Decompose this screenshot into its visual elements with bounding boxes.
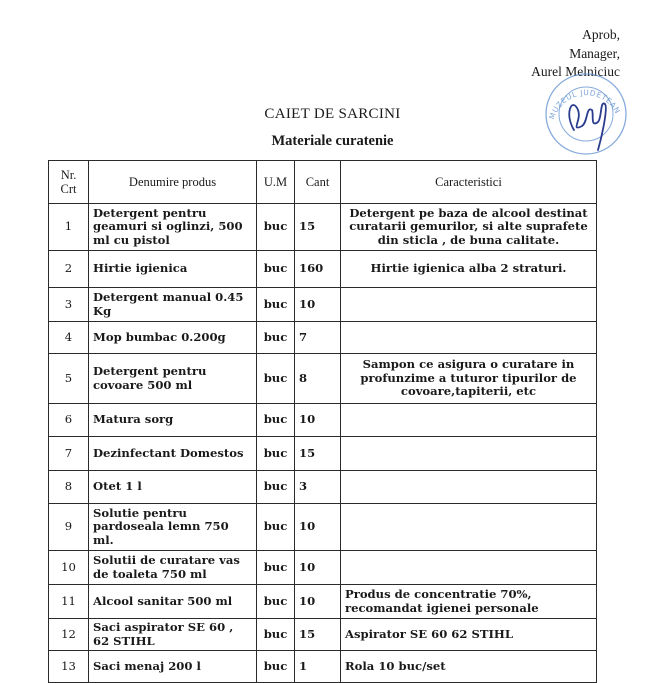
table-row: [49, 651, 597, 683]
cell-nr: 2: [49, 251, 89, 288]
cell-caracteristici: [341, 404, 597, 437]
header-caracteristici: Caracteristici: [341, 161, 597, 204]
cell-cant: 15: [295, 204, 341, 251]
cell-caracteristici: Hirtie igienica alba 2 straturi.: [341, 251, 597, 288]
cell-um: buc: [257, 551, 295, 585]
approval-line-3: Aurel Melniciuc: [531, 64, 620, 79]
stamp-text: MUZEUL JUDETEAN: [547, 88, 623, 121]
cell-caracteristici: [341, 437, 597, 471]
document-subtitle: Materiale curatenie: [271, 133, 394, 149]
table-row: [49, 288, 597, 322]
cell-product: Hirtie igienica: [89, 251, 257, 288]
table-row: [49, 504, 597, 551]
cell-nr: 3: [49, 288, 89, 322]
table-row: [49, 354, 597, 404]
cell-cant: 10: [295, 504, 341, 551]
cell-nr: 9: [49, 504, 89, 551]
cell-caracteristici: [341, 551, 597, 585]
cell-cant: 160: [295, 251, 341, 288]
cell-product: Detergent pentru geamuri si oglinzi, 500 ml cu pistol: [89, 204, 257, 251]
cell-caracteristici: Rola 10 buc/set: [341, 651, 597, 683]
cell-nr: 4: [49, 322, 89, 354]
cell-product: Dezinfectant Domestos: [89, 437, 257, 471]
cell-product: Saci menaj 200 l: [89, 651, 257, 683]
table-row: [49, 471, 597, 504]
cell-cant: 1: [295, 651, 341, 683]
cell-um: buc: [257, 404, 295, 437]
cell-um: buc: [257, 651, 295, 683]
cell-cant: 3: [295, 471, 341, 504]
cell-um: buc: [257, 354, 295, 404]
table-header-row: [49, 161, 597, 204]
cell-caracteristici: [341, 504, 597, 551]
cell-product: Otet 1 l: [89, 471, 257, 504]
cell-product: Matura sorg: [89, 404, 257, 437]
cell-product: Saci aspirator SE 60 , 62 STIHL: [89, 619, 257, 651]
cell-nr: 8: [49, 471, 89, 504]
cell-nr: 10: [49, 551, 89, 585]
cell-cant: 15: [295, 619, 341, 651]
table-row: [49, 437, 597, 471]
table-row: [49, 204, 597, 251]
table-row: [49, 322, 597, 354]
cell-product: Alcool sanitar 500 ml: [89, 585, 257, 619]
cell-product: Solutie pentru pardoseala lemn 750 ml.: [89, 504, 257, 551]
cell-product: Detergent pentru covoare 500 ml: [89, 354, 257, 404]
approval-line-2: Manager,: [569, 45, 620, 61]
cell-nr: 11: [49, 585, 89, 619]
cell-cant: 15: [295, 437, 341, 471]
cell-caracteristici: [341, 322, 597, 354]
cell-nr: 7: [49, 437, 89, 471]
table-row: [49, 251, 597, 288]
cell-cant: 10: [295, 288, 341, 322]
cell-caracteristici: Produs de concentratie 70%, recomandat igienei personale: [341, 585, 597, 619]
cell-caracteristici: [341, 471, 597, 504]
document-title: CAIET DE SARCINI: [264, 106, 401, 122]
cell-cant: 10: [295, 585, 341, 619]
cell-um: buc: [257, 322, 295, 354]
header-nr: Nr. Crt: [49, 161, 89, 204]
cell-um: buc: [257, 288, 295, 322]
cell-product: Solutii de curatare vas de toaleta 750 ml: [89, 551, 257, 585]
cell-cant: 7: [295, 322, 341, 354]
cell-um: buc: [257, 504, 295, 551]
cell-cant: 10: [295, 404, 341, 437]
cell-nr: 12: [49, 619, 89, 651]
cell-um: buc: [257, 437, 295, 471]
cell-cant: 8: [295, 354, 341, 404]
cell-product: Mop bumbac 0.200g: [89, 322, 257, 354]
table-row: [49, 551, 597, 585]
materials-table: [48, 160, 597, 683]
table-row: [49, 619, 597, 651]
cell-nr: 1: [49, 204, 89, 251]
table-row: [49, 404, 597, 437]
cell-nr: 13: [49, 651, 89, 683]
header-cant: Cant: [295, 161, 341, 204]
header-um: U.M: [257, 161, 295, 204]
table-row: [49, 585, 597, 619]
cell-cant: 10: [295, 551, 341, 585]
cell-caracteristici: Sampon ce asigura o curatare in profunzime a tuturor tipurilor de covoare,tapiterii, etc: [341, 354, 597, 404]
header-product: Denumire produs: [89, 161, 257, 204]
cell-caracteristici: [341, 288, 597, 322]
cell-nr: 6: [49, 404, 89, 437]
cell-caracteristici: Aspirator SE 60 62 STIHL: [341, 619, 597, 651]
cell-um: buc: [257, 471, 295, 504]
cell-um: buc: [257, 251, 295, 288]
approval-line-1: Aprob,: [582, 27, 620, 42]
cell-product: Detergent manual 0.45 Kg: [89, 288, 257, 322]
cell-um: buc: [257, 619, 295, 651]
cell-um: buc: [257, 585, 295, 619]
cell-um: buc: [257, 204, 295, 251]
cell-caracteristici: Detergent pe baza de alcool destinat curatarii gemurilor, si alte suprafete din sticla , de buna calitate.: [341, 204, 597, 251]
cell-nr: 5: [49, 354, 89, 404]
